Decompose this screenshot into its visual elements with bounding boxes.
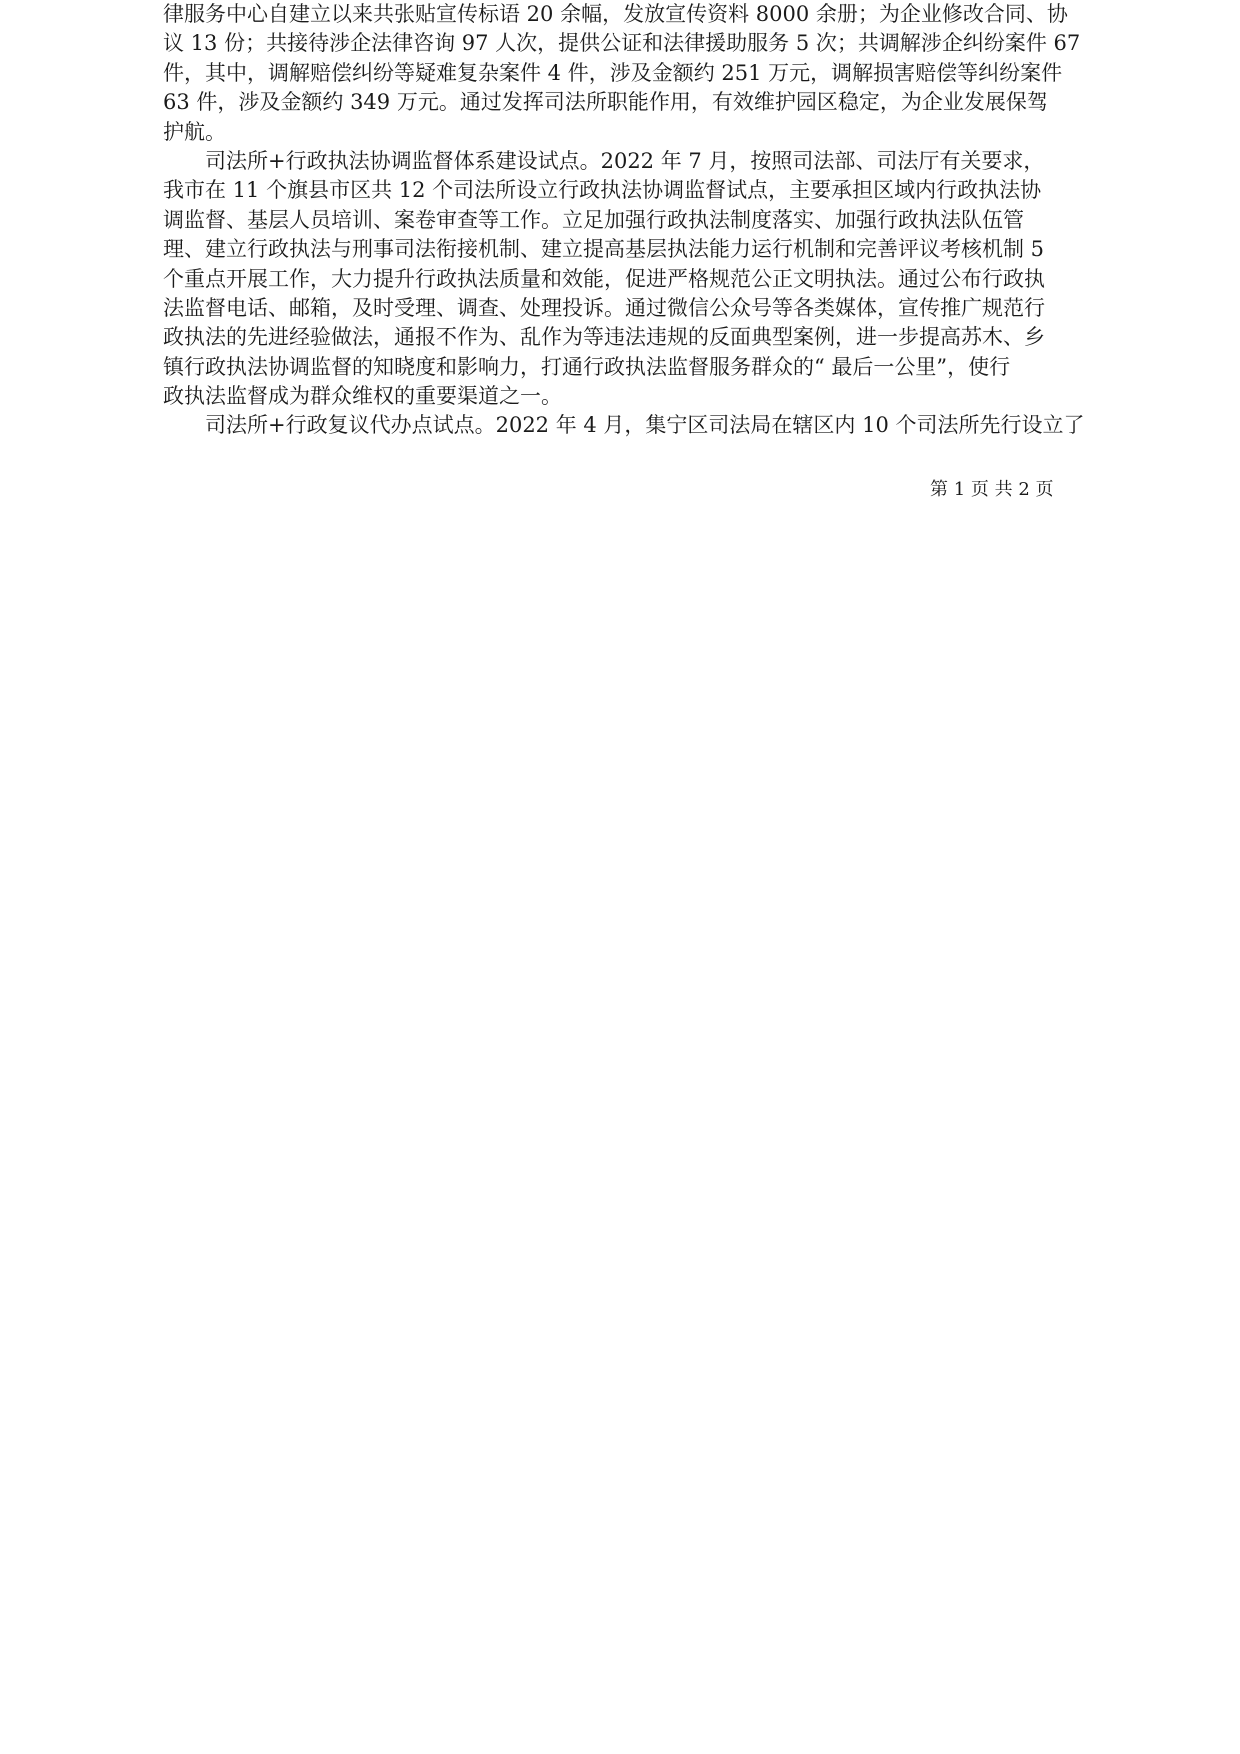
page-number: 第 1 页 共 2 页 — [930, 479, 1054, 500]
text-line: 司法所+行政复议代办点试点。2022 年 4 月，集宁区司法局在辖区内 10 个司法所先行设立了 — [205, 413, 1085, 438]
text-line: 理、建立行政执法与刑事司法衔接机制、建立提高基层执法能力运行机制和完善评议考核机制 5 — [163, 237, 1045, 262]
text-line: 政执法的先进经验做法，通报不作为、乱作为等违法违规的反面典型案例，进一步提高苏木、乡 — [163, 325, 1045, 350]
text-line: 律服务中心自建立以来共张贴宣传标语 20 余幅，发放宣传资料 8000 余册；为企业修改合同、协 — [163, 2, 1068, 26]
text-line: 63 件，涉及金额约 349 万元。通过发挥司法所职能作用，有效维护园区稳定，为企业发展保驾 — [163, 90, 1048, 115]
text-line: 调监督、基层人员培训、案卷审查等工作。立足加强行政执法制度落实、加强行政执法队伍管 — [163, 207, 1024, 232]
text-line: 护航。 — [163, 119, 226, 144]
text-line: 镇行政执法协调监督的知晓度和影响力，打通行政执法监督服务群众的“ 最后一公里”，使行 — [163, 354, 1011, 379]
paragraph-1 — [163, 0, 1093, 147]
document-body — [163, 0, 1093, 441]
text-line: 政执法监督成为群众维权的重要渠道之一。 — [163, 384, 562, 409]
text-line: 司法所+行政执法协调监督体系建设试点。2022 年 7 月，按照司法部、司法厅有关要求， — [205, 148, 1045, 173]
text-line: 个重点开展工作，大力提升行政执法质量和效能，促进严格规范公正文明执法。通过公布行政执 — [163, 266, 1045, 291]
text-line: 法监督电话、邮箱，及时受理、调查、处理投诉。通过微信公众号等各类媒体，宣传推广规范行 — [163, 295, 1045, 320]
text-line: 议 13 份；共接待涉企法律咨询 97 人次，提供公证和法律援助服务 5 次；共调解涉企纠纷案件 67 — [163, 31, 1081, 56]
paragraph-2 — [163, 147, 1093, 412]
text-line: 件，其中，调解赔偿纠纷等疑难复杂案件 4 件，涉及金额约 251 万元，调解损害赔偿等纠纷案件 — [163, 60, 1063, 85]
text-line: 我市在 11 个旗县市区共 12 个司法所设立行政执法协调监督试点，主要承担区域内行政执法协 — [163, 178, 1042, 203]
paragraph-3 — [163, 411, 1093, 440]
